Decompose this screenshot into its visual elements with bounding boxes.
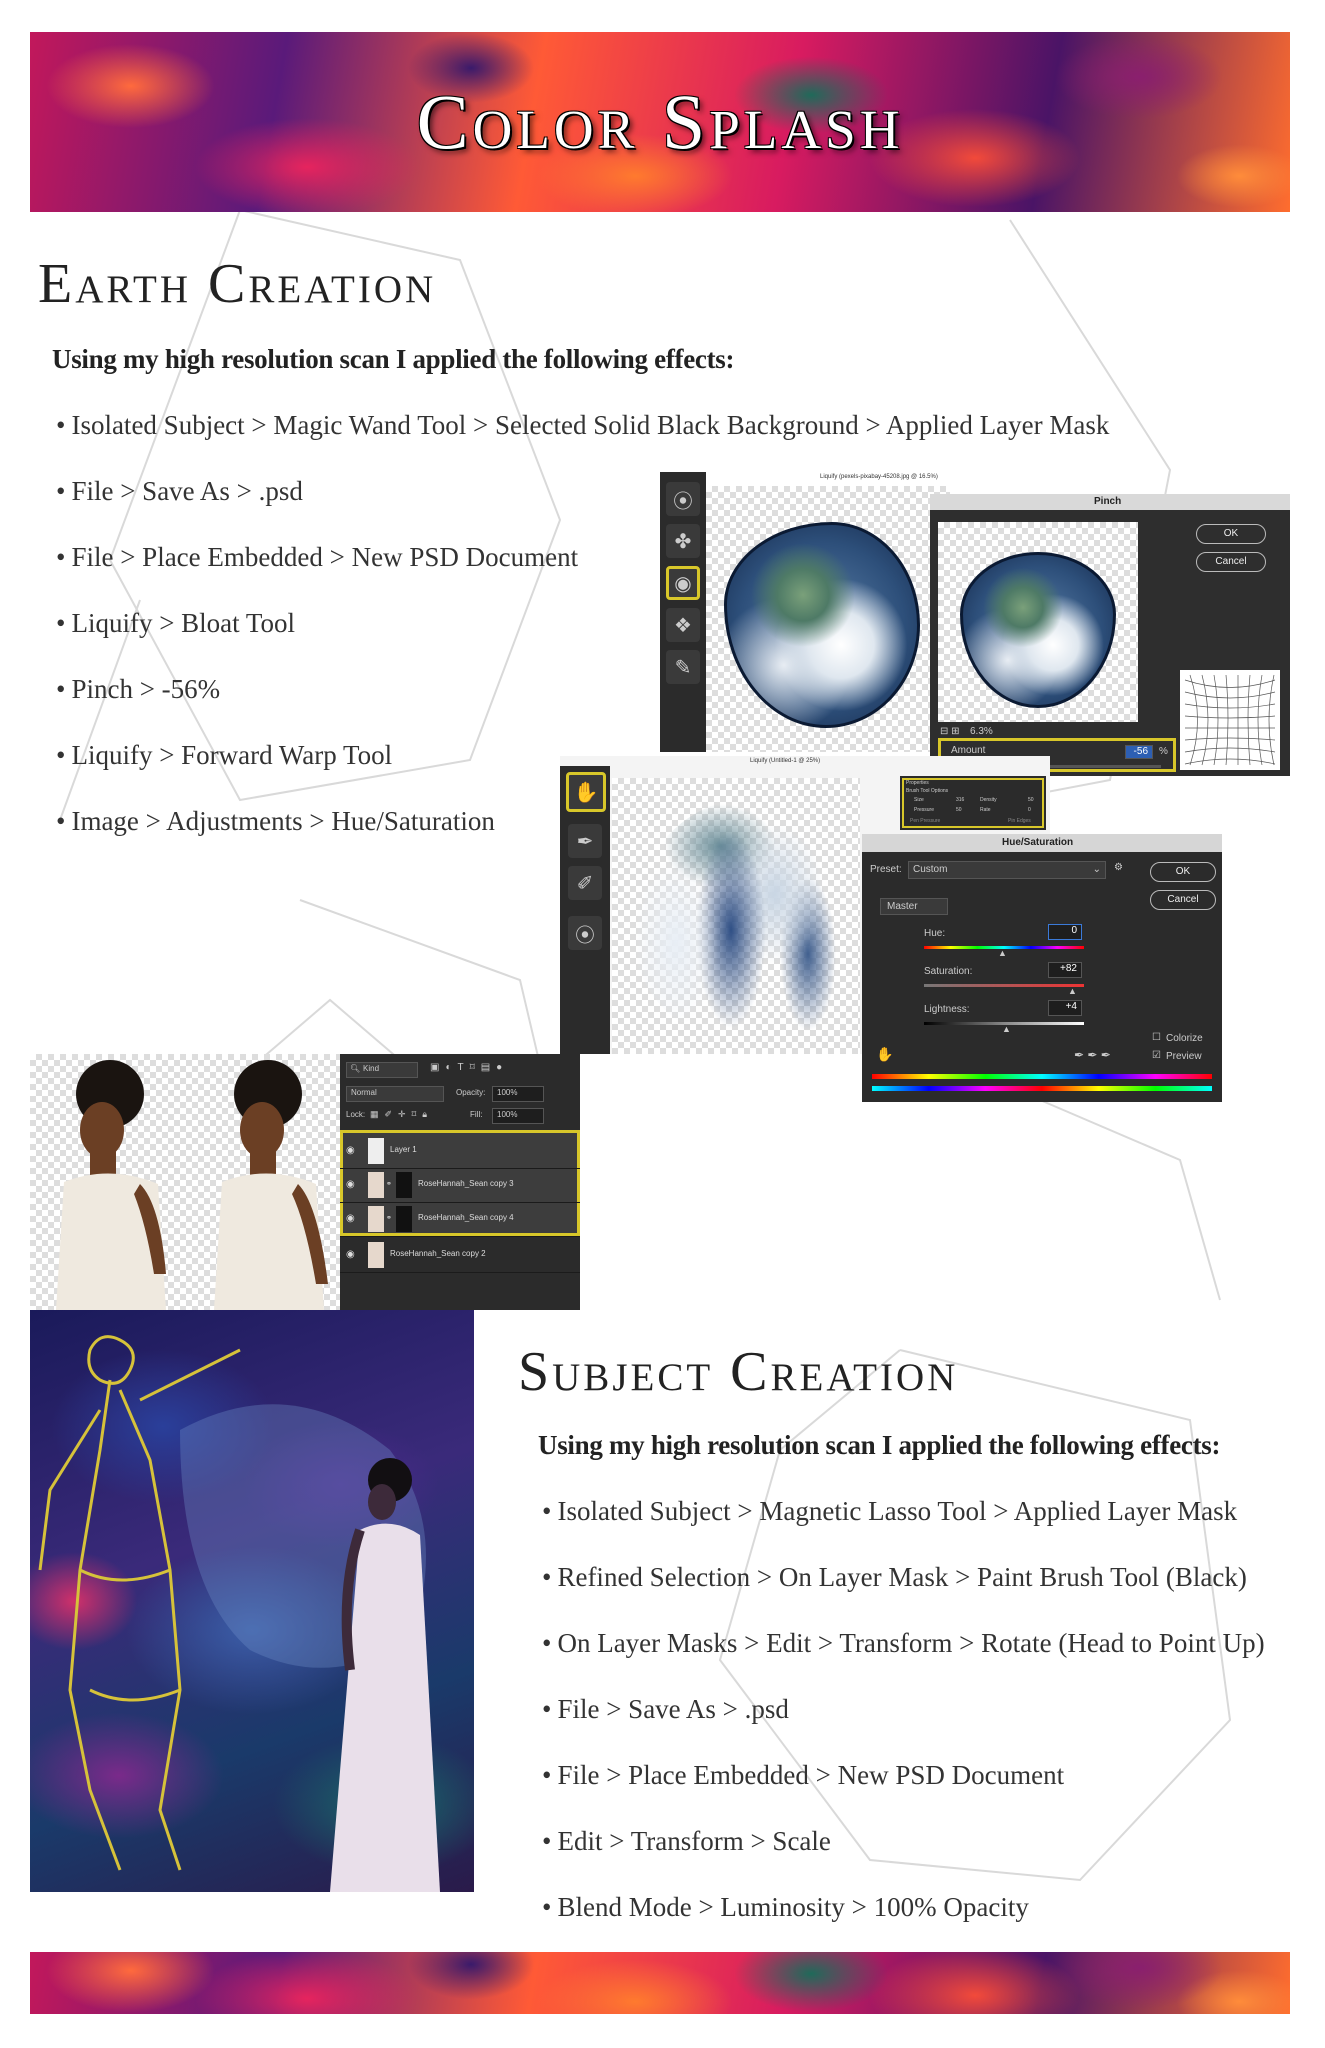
preset-value: Custom — [913, 864, 948, 875]
pinch-grid-icon — [1180, 670, 1280, 770]
list-item: • Isolated Subject > Magic Wand Tool > Selected Solid Black Background > Applied Layer Mask — [56, 408, 1109, 474]
pinch-ok-button[interactable]: OK — [1196, 524, 1266, 544]
density-label: Density — [980, 797, 997, 803]
hue-sat-ok-button[interactable]: OK — [1150, 862, 1216, 882]
hue-input[interactable]: 0 — [1048, 924, 1082, 940]
layer-row[interactable] — [340, 1134, 580, 1169]
earth-section-intro: Using my high resolution scan I applied the following effects: — [52, 344, 735, 374]
subject-figures — [30, 1054, 340, 1310]
liquify-canvas-2[interactable] — [612, 778, 860, 1054]
header-banner — [30, 32, 1290, 212]
hue-sat-titlebar — [862, 834, 1222, 852]
pucker-tool-icon[interactable]: ✤ — [666, 524, 700, 558]
layer-name: RoseHannah_Sean copy 2 — [390, 1249, 486, 1258]
list-item: • On Layer Masks > Edit > Transform > Rotate (Head to Point Up) — [542, 1626, 1265, 1692]
saturation-slider-thumb[interactable]: ▲ — [1068, 986, 1077, 996]
link-icon: ⚭ — [386, 1181, 392, 1188]
earth-section-heading: Earth Creation — [38, 253, 437, 315]
color-bar-bottom — [872, 1086, 1212, 1091]
opacity-label: Opacity: — [456, 1088, 486, 1097]
list-item: • Image > Adjustments > Hue/Saturation — [56, 804, 1109, 870]
pinch-preview — [938, 522, 1138, 722]
search-icon: 🔍︎ — [350, 1064, 361, 1073]
blend-mode-value: Normal — [351, 1088, 377, 1097]
fill-label: Fill: — [470, 1110, 483, 1119]
layer-thumbnail — [368, 1172, 384, 1198]
subject-section-intro: Using my high resolution scan I applied the following effects: — [538, 1430, 1221, 1460]
chevron-down-icon: ⌄ — [1092, 864, 1101, 875]
list-item: • Pinch > -56% — [56, 672, 1109, 738]
pressure-label: Pressure — [914, 807, 935, 813]
subject-section-heading: Subject Creation — [518, 1341, 959, 1403]
freeze-mask-tool-icon[interactable]: ✎ — [666, 650, 700, 684]
channel-value: Master — [887, 901, 918, 912]
list-item: • Blend Mode > Luminosity > 100% Opacity — [542, 1890, 1265, 1956]
layer-thumbnail — [368, 1242, 384, 1268]
saturation-slider[interactable] — [924, 984, 1084, 987]
gear-icon[interactable]: ⚙ — [1114, 862, 1123, 873]
layer-mask-thumbnail — [396, 1206, 412, 1232]
liquify-window-bloat — [660, 472, 950, 752]
eyedropper-icons[interactable]: ✒ ✒ ✒ — [1074, 1048, 1111, 1062]
zoom-controls[interactable]: ⊟ ⊞ — [940, 726, 960, 737]
layer-filter-select[interactable] — [346, 1062, 418, 1078]
eye-icon[interactable]: ◉ — [346, 1213, 355, 1224]
eye-icon[interactable]: ◉ — [346, 1249, 355, 1260]
preview-checkbox[interactable]: ☑ — [1152, 1050, 1161, 1061]
earth-pinch-image — [960, 552, 1116, 708]
layer-row[interactable] — [340, 1202, 580, 1237]
lightness-slider-thumb[interactable]: ▲ — [1002, 1024, 1011, 1034]
size-label: Size — [914, 797, 924, 803]
layer-filter-icons[interactable]: ▣◐T⌑▤● — [430, 1062, 509, 1073]
amount-label: Amount — [951, 745, 986, 756]
preview-label: Preview — [1166, 1051, 1202, 1062]
layer-thumbnail — [368, 1138, 384, 1164]
hue-slider-thumb[interactable]: ▲ — [998, 948, 1007, 958]
push-left-tool-icon[interactable]: ❖ — [666, 608, 700, 642]
hue-sat-title: Hue/Saturation — [1002, 837, 1074, 848]
fill-value: 100% — [497, 1110, 518, 1119]
footer-banner — [30, 1952, 1290, 2014]
subject-photos — [30, 1054, 340, 1310]
pinch-cancel-button[interactable]: Cancel — [1196, 552, 1266, 572]
layer-row[interactable] — [340, 1168, 580, 1203]
pinch-dialog — [930, 494, 1290, 776]
liquify-window-2-title: Liquify (Untitled-1 @ 25%) — [750, 758, 821, 764]
forward-warp-tool-icon[interactable]: ✋ — [566, 772, 606, 812]
lightness-label: Lightness: — [924, 1004, 970, 1015]
hue-label: Hue: — [924, 928, 946, 939]
density-value: 50 — [1028, 797, 1034, 803]
list-item: • File > Place Embedded > New PSD Document — [56, 540, 1109, 606]
reconstruct-tool-icon[interactable]: ✒ — [568, 824, 602, 858]
color-bar-top — [872, 1074, 1212, 1079]
preset-label: Preset: — [870, 864, 902, 875]
fill-input[interactable] — [492, 1108, 544, 1124]
rate-label: Rate — [980, 807, 991, 813]
layer-name: RoseHannah_Sean copy 4 — [418, 1213, 514, 1222]
pen-pressure-label[interactable]: Pen Pressure — [910, 818, 941, 824]
warped-earth-image — [632, 798, 852, 1038]
opacity-value: 100% — [497, 1088, 518, 1097]
colorize-label: Colorize — [1166, 1033, 1203, 1044]
hue-saturation-dialog — [862, 834, 1222, 1102]
pressure-value: 50 — [956, 807, 962, 813]
properties-label: Properties — [906, 780, 929, 786]
pinch-grid-preview — [1180, 670, 1280, 770]
layer-thumbnail — [368, 1206, 384, 1232]
saturation-label: Saturation: — [924, 966, 973, 977]
pinch-titlebar — [930, 494, 1290, 510]
composite-figures — [30, 1310, 474, 1892]
layer-filter-value: Kind — [363, 1064, 380, 1073]
list-item: • Refined Selection > On Layer Mask > Paint Brush Tool (Black) — [542, 1560, 1265, 1626]
saturation-input[interactable]: +82 — [1048, 962, 1082, 978]
smooth-tool-icon[interactable]: ✐ — [568, 866, 602, 900]
pin-edges-label[interactable]: Pin Edges — [1008, 818, 1031, 824]
twirl-tool-icon[interactable]: ⦿ — [666, 482, 700, 516]
layer-name: RoseHannah_Sean copy 3 — [418, 1179, 514, 1188]
list-item: • Isolated Subject > Magnetic Lasso Tool > Applied Layer Mask — [542, 1494, 1265, 1560]
layers-panel — [340, 1054, 580, 1310]
liquify-window-title: Liquify (pexels-pixabay-45208.jpg @ 16.5%) — [820, 474, 938, 480]
final-composite-artwork — [30, 1310, 474, 1892]
layer-mask-thumbnail — [396, 1172, 412, 1198]
hand-adjust-icon[interactable]: ✋ — [876, 1046, 894, 1062]
eye-icon[interactable]: ◉ — [346, 1145, 355, 1156]
liquify-toolbar — [660, 472, 706, 752]
list-item: • Liquify > Bloat Tool — [56, 606, 1109, 672]
twirl-tool-2-icon[interactable]: ⦿ — [568, 916, 602, 950]
list-item: • File > Save As > .psd — [542, 1692, 1265, 1758]
eye-icon[interactable]: ◉ — [346, 1179, 355, 1190]
size-value: 316 — [956, 797, 965, 803]
lock-icons[interactable]: ▦✐✛⌑🔒︎ — [370, 1109, 433, 1119]
preset-select[interactable] — [908, 861, 1106, 879]
lock-label: Lock: — [346, 1110, 366, 1119]
layer-row[interactable] — [340, 1238, 580, 1273]
bloat-tool-icon[interactable]: ◉ — [666, 566, 700, 600]
list-item: • File > Save As > .psd — [56, 474, 1109, 540]
pinch-dialog-title: Pinch — [1094, 496, 1122, 507]
hue-sat-cancel-button[interactable]: Cancel — [1150, 890, 1216, 910]
rate-value: 0 — [1028, 807, 1031, 813]
liquify-toolbar-2 — [560, 766, 610, 1054]
link-icon: ⚭ — [386, 1215, 392, 1222]
layer-name: Layer 1 — [390, 1145, 417, 1154]
subject-steps-list — [542, 1494, 1265, 1956]
lightness-input[interactable]: +4 — [1048, 1000, 1082, 1016]
brush-options-label: Brush Tool Options — [906, 788, 949, 794]
page-title: Color Splash — [416, 78, 904, 165]
amount-unit: % — [1159, 746, 1168, 757]
list-item: • Edit > Transform > Scale — [542, 1824, 1265, 1890]
amount-input[interactable]: -56 — [1125, 745, 1153, 759]
liquify-canvas[interactable] — [706, 486, 950, 752]
earth-bloat-image — [724, 522, 920, 728]
colorize-checkbox[interactable]: ☐ — [1152, 1032, 1161, 1043]
pinch-zoom-value: 6.3% — [970, 726, 993, 737]
blend-mode-select[interactable] — [346, 1086, 444, 1102]
brush-properties-highlight — [902, 778, 1044, 828]
list-item: • File > Place Embedded > New PSD Document — [542, 1758, 1265, 1824]
channel-select[interactable] — [880, 898, 948, 915]
list-item: • Liquify > Forward Warp Tool — [56, 738, 1109, 804]
opacity-input[interactable] — [492, 1086, 544, 1102]
brush-properties-panel — [900, 776, 1046, 830]
